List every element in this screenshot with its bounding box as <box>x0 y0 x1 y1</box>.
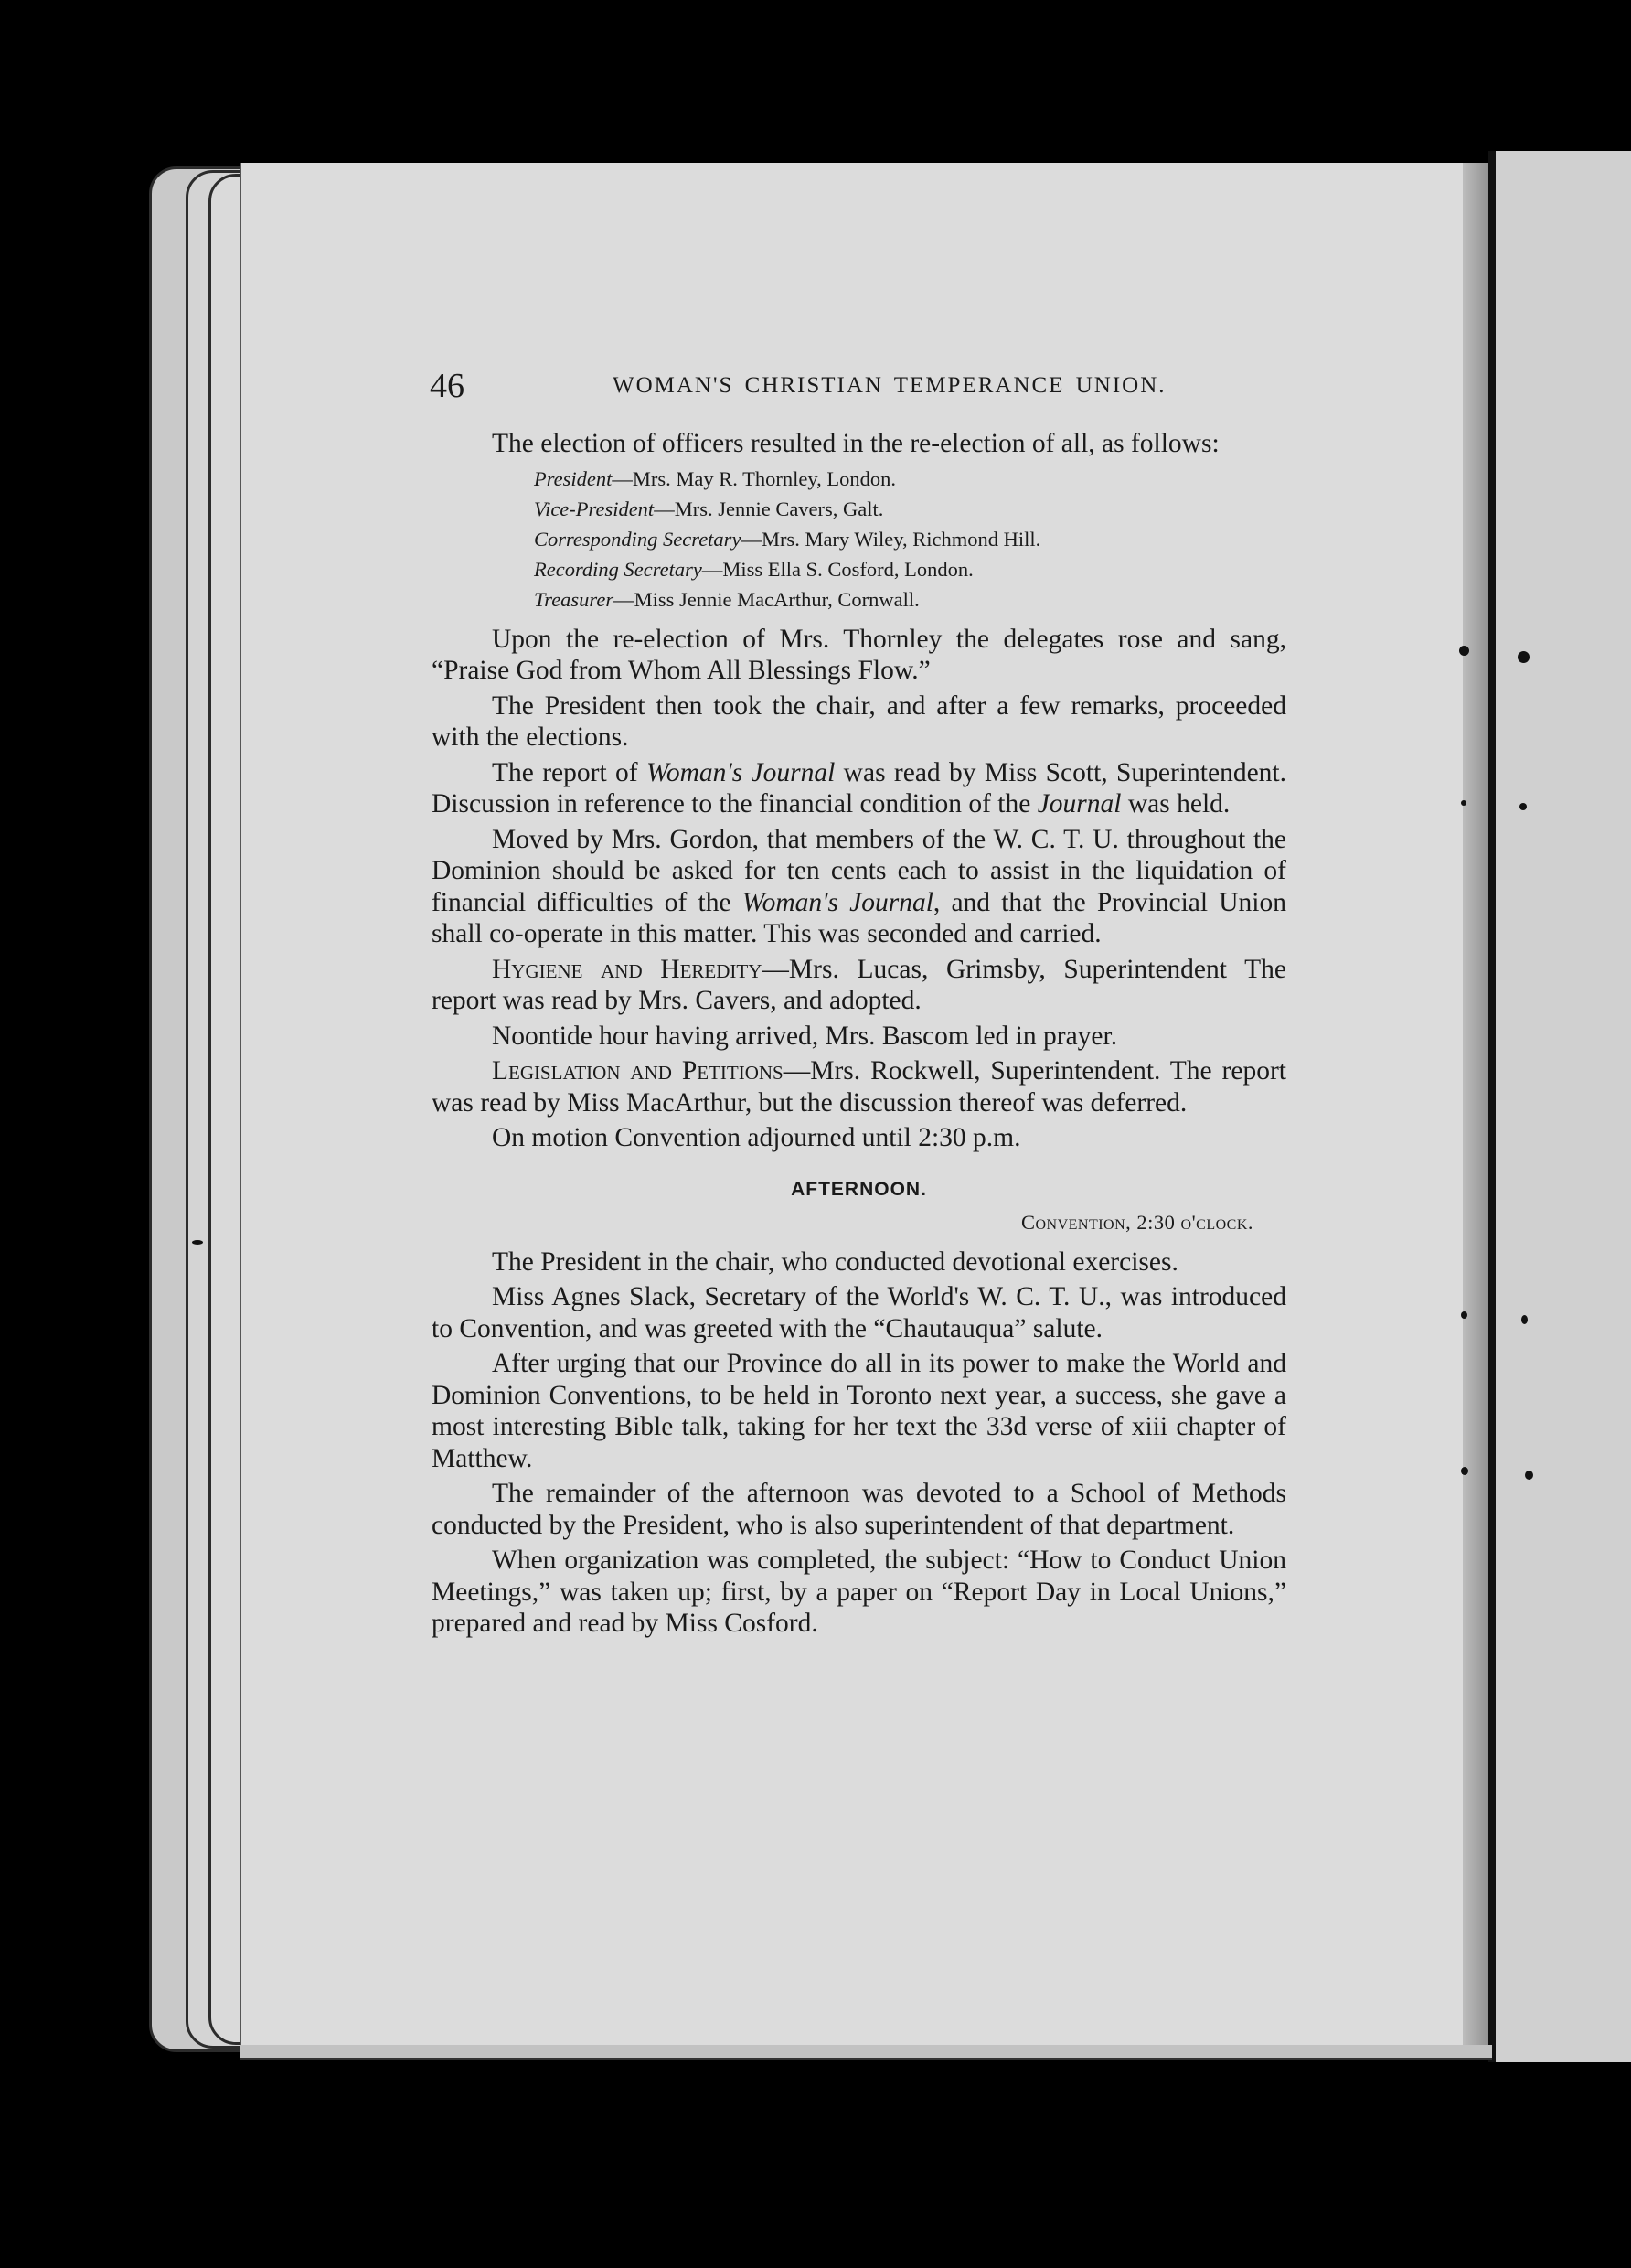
officer-name: Miss Jennie MacArthur, Cornwall. <box>634 587 920 611</box>
journal-title: Woman's Journal <box>645 757 836 787</box>
paragraph-election: The election of officers resulted in the re-election of all, as follows: <box>492 429 1220 458</box>
officer-entry: Vice-President—Mrs. Jennie Cavers, Galt. <box>534 497 884 520</box>
book-spine <box>1488 151 1496 2062</box>
paragraph-president: The President in the chair, who conducted devotional exercises. <box>492 1246 1178 1277</box>
paragraph-organization: When organization was completed, the subject: “How to Conduct Union Meetings,” was taken up; first, by a paper on “Report Day in Local Unions,” prepared and read by Miss Cosford. <box>432 1546 1286 1638</box>
scan-speck <box>1521 1315 1528 1324</box>
journal-title: Woman's Journal <box>741 887 933 917</box>
scan-speck <box>1525 1471 1533 1480</box>
officer-role: Vice-President <box>534 497 655 520</box>
officers-list <box>534 464 1286 615</box>
scan-speck <box>192 1240 203 1245</box>
scan-speck <box>1459 646 1469 656</box>
officer-name: Mrs. May R. Thornley, London. <box>632 466 897 490</box>
officer-entry: Recording Secretary—Miss Ella S. Cosford, London. <box>534 557 974 581</box>
convention-time: Convention, 2:30 o'clock. <box>1020 1211 1253 1234</box>
officer-entry: President—Mrs. May R. Thornley, London. <box>534 466 897 490</box>
officer-role: Recording Secretary <box>534 557 702 581</box>
paragraph-legislation: Legislation and Petitions—Mrs. Rockwell, Superintendent. The report was read by Miss MacArthur, but the discussion thereof was deferred. <box>432 1056 1286 1118</box>
scan-speck <box>1461 1311 1467 1319</box>
page-bottom-edge <box>240 2045 1492 2060</box>
afternoon-heading: AFTERNOON. <box>791 1178 927 1200</box>
paragraph-journal-report: The report of Woman's Journal was read by Miss Scott, Superintendent. Discussion in reference to the financial condition of the Journal was held. <box>432 757 1286 818</box>
paragraph-noontide: Noontide hour having arrived, Mrs. Bascom led in prayer. <box>492 1021 1118 1051</box>
paragraph-remainder: The remainder of the afternoon was devoted to a School of Methods conducted by the President, who is also superintendent of that department. <box>432 1479 1286 1540</box>
facing-page-edge <box>1496 151 1631 2062</box>
officer-name: Mrs. Jennie Cavers, Galt. <box>674 497 884 520</box>
section-label: Legislation and Petitions <box>492 1056 784 1086</box>
page-number: 46 <box>430 367 464 405</box>
paragraph-adjourn: On motion Convention adjourned until 2:30 p.m. <box>492 1123 1021 1152</box>
officer-role: President <box>534 466 613 490</box>
officer-name: Mrs. Mary Wiley, Richmond Hill. <box>761 527 1041 551</box>
officer-name: Miss Ella S. Cosford, London. <box>722 557 974 581</box>
paragraph-urging: After urging that our Province do all in its power to make the World and Dominion Conventions, to be held in Toronto next year, a success, she gave a most interesting Bible talk, taking for her text the 33d verse of xiii chapter of Matthew. <box>432 1349 1286 1473</box>
scan-speck <box>1461 1467 1468 1475</box>
scan-speck <box>1518 651 1530 663</box>
page-body <box>432 428 1286 1643</box>
paragraph-hygiene: Hygiene and Heredity—Mrs. Lucas, Grimsby, Superintendent The report was read by Mrs. Cavers, and adopted. <box>432 954 1286 1015</box>
officer-entry: Corresponding Secretary—Mrs. Mary Wiley, Richmond Hill. <box>534 527 1041 551</box>
journal-title: Journal <box>1037 789 1122 818</box>
paragraph-slack: Miss Agnes Slack, Secretary of the World's W. C. T. U., was introduced to Convention, and was greeted with the “Chautauqua” salute. <box>432 1282 1286 1343</box>
paragraph-reelection: Upon the re-election of Mrs. Thornley the delegates rose and sang, “Praise God from Whom All Blessings Flow.” <box>432 624 1286 685</box>
paragraph-chair: The President then took the chair, and after a few remarks, proceeded with the elections. <box>432 690 1286 752</box>
officer-role: Corresponding Secretary <box>534 527 741 551</box>
officer-entry: Treasurer—Miss Jennie MacArthur, Cornwall. <box>534 587 920 611</box>
scan-speck <box>1519 803 1527 810</box>
page-header <box>430 366 1289 412</box>
section-label: Hygiene and Heredity <box>492 954 762 984</box>
paragraph-motion: Moved by Mrs. Gordon, that members of the W. C. T. U. throughout the Dominion should be asked for ten cents each to assist in the liquidation of financial difficulties of the Woman's Journal, and that the Provincial Union shall co-operate in this matter. This was seconded and carried. <box>432 824 1286 948</box>
running-head: WOMAN'S CHRISTIAN TEMPERANCE UNION. <box>613 373 1167 398</box>
officer-role: Treasurer <box>534 587 614 611</box>
scan-speck <box>1461 800 1466 806</box>
